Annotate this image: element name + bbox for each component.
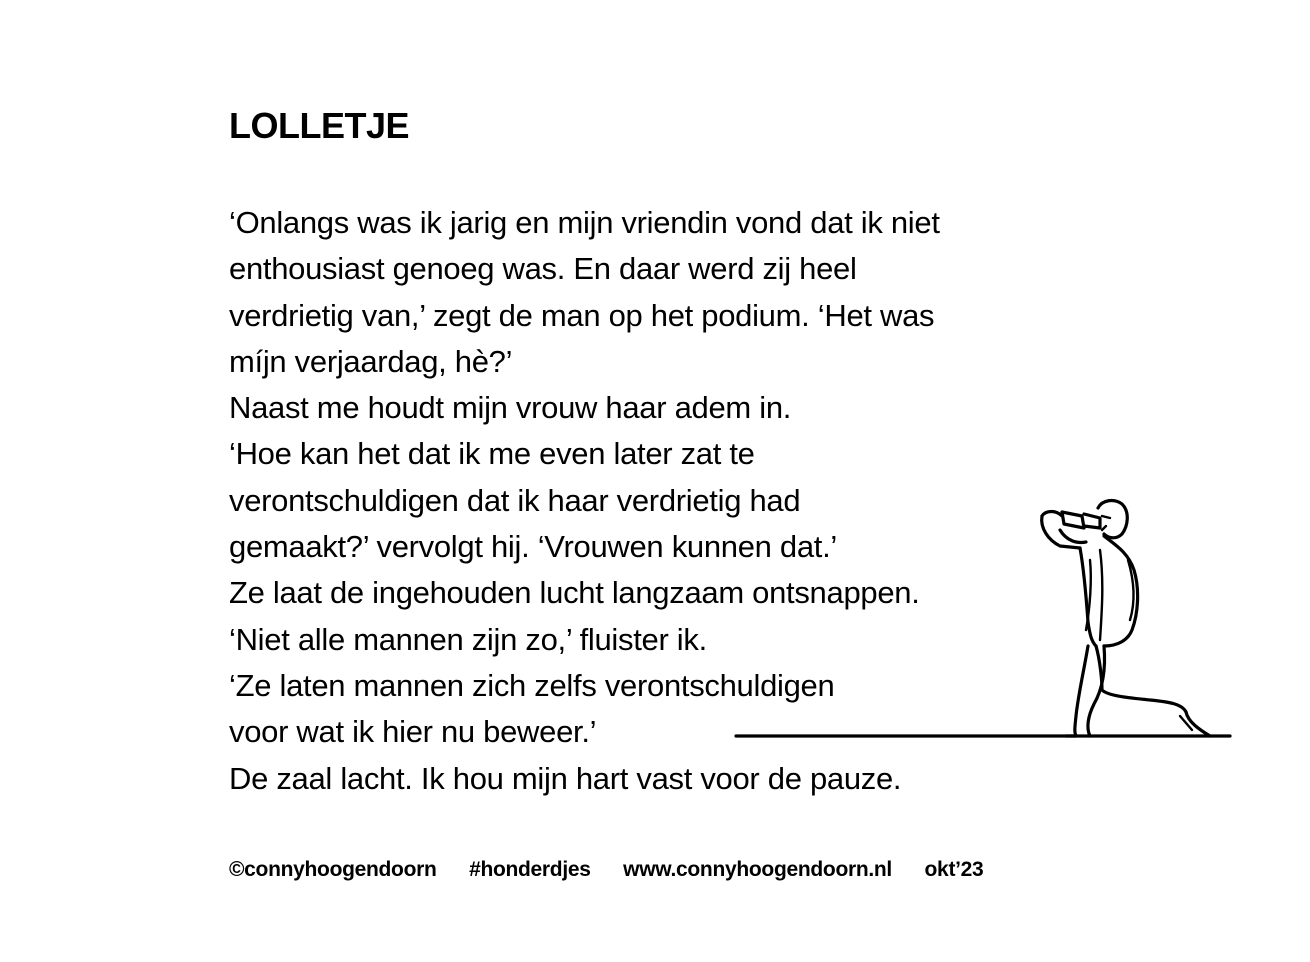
story-line: míjn verjaardag, hè?’ xyxy=(229,343,513,379)
story-line: Ze laat de ingehouden lucht langzaam ontsnappen. xyxy=(229,575,920,611)
page-title: LOLLETJE xyxy=(229,105,410,146)
story-line: verdrietig van,’ zegt de man op het podium. ‘Het was xyxy=(229,297,935,333)
story-line: enthousiast genoeg was. En daar werd zij heel xyxy=(229,251,857,287)
story-line: ‘Onlangs was ik jarig en mijn vriendin vond dat ik niet xyxy=(229,205,940,240)
story-line: verontschuldigen dat ik haar verdrietig had xyxy=(229,482,801,518)
story-line: ‘Ze laten mannen zich zelfs verontschuldigen xyxy=(229,667,835,703)
footer-copyright: ©connyhoogendoorn xyxy=(229,858,437,881)
story-line: ‘Niet alle mannen zijn zo,’ fluister ik. xyxy=(229,621,707,657)
footer-website-link[interactable]: www.connyhoogendoorn.nl xyxy=(623,858,892,881)
story-line: Naast me houdt mijn vrouw haar adem in. xyxy=(229,390,792,426)
story-line: voor wat ik hier nu beweer.’ xyxy=(229,714,597,750)
footer-hashtag: #honderdjes xyxy=(469,858,591,881)
kneeling-man-with-binoculars-icon xyxy=(730,490,1240,750)
footer xyxy=(229,855,983,885)
footer-date: okt’23 xyxy=(924,858,984,881)
story-line: gemaakt?’ vervolgt hij. ‘Vrouwen kunnen dat.’ xyxy=(229,529,837,565)
story-line: ‘Hoe kan het dat ik me even later zat te xyxy=(229,436,755,472)
story-line: De zaal lacht. Ik hou mijn hart vast voor de pauze. xyxy=(229,760,902,796)
